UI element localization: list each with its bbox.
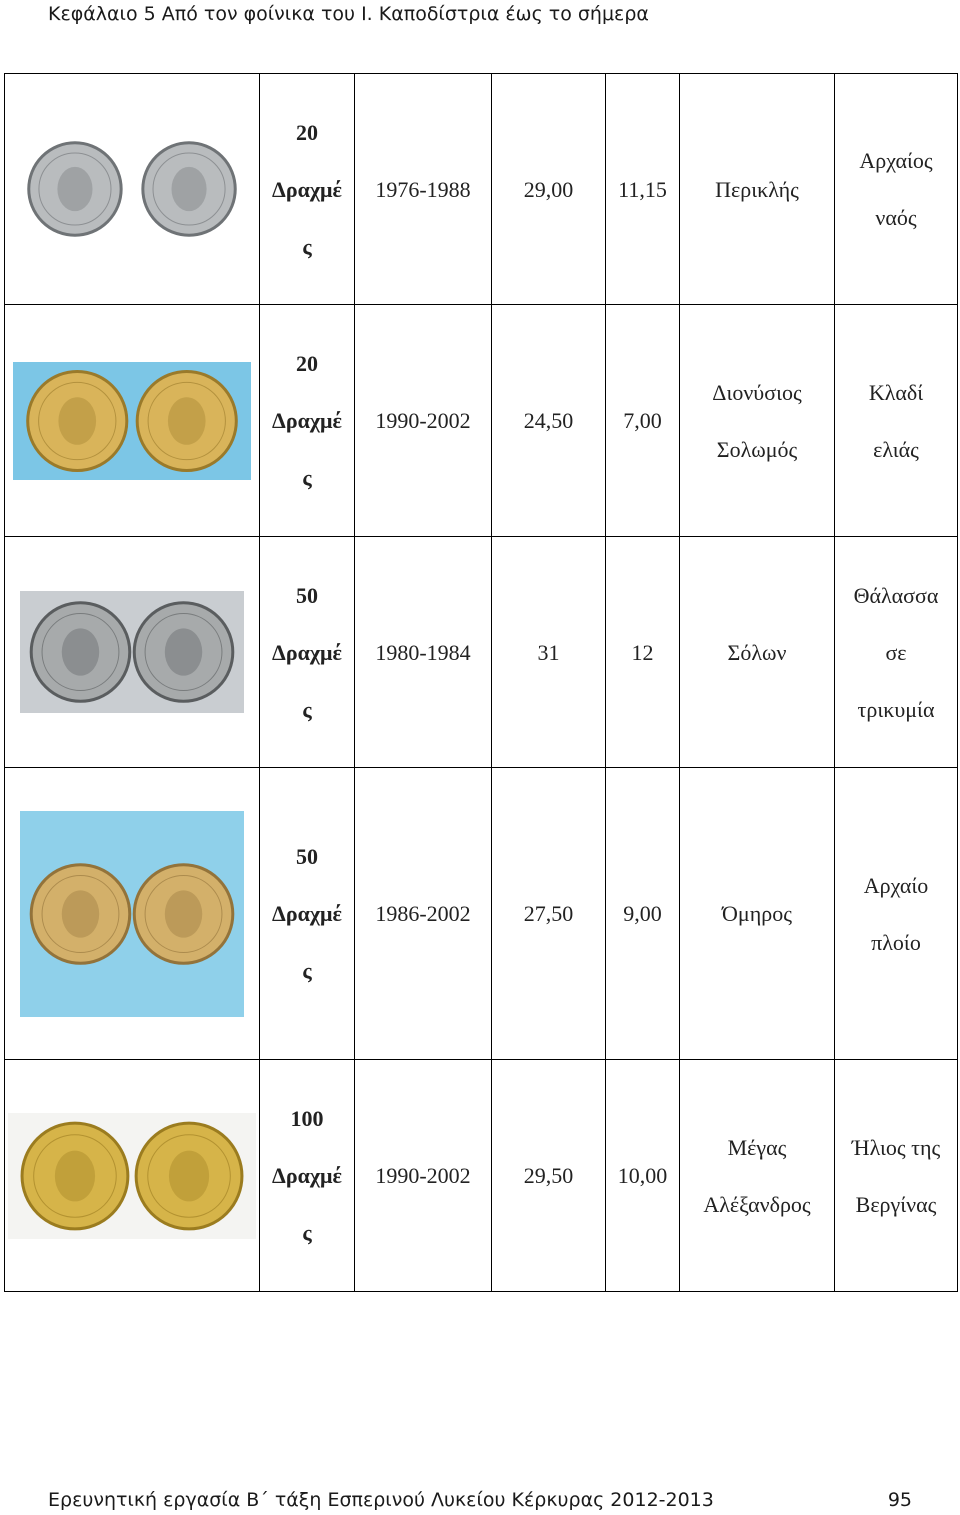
diameter-cell: 12 bbox=[606, 537, 680, 768]
years-cell: 1976-1988 bbox=[355, 74, 492, 305]
weight-cell: 29,00 bbox=[492, 74, 606, 305]
obverse-line: Διονύσιος bbox=[712, 379, 802, 405]
weight-cell: 31 bbox=[492, 537, 606, 768]
reverse-line: Αρχαίος bbox=[859, 148, 933, 173]
denomination-value: 100 bbox=[290, 1106, 324, 1131]
denomination-value: 50 bbox=[296, 582, 318, 608]
denomination-cell bbox=[260, 537, 355, 768]
denomination-value: 50 bbox=[296, 844, 318, 869]
denomination-word-end: ς bbox=[302, 958, 312, 983]
obverse-line: Μέγας bbox=[727, 1134, 787, 1160]
coin-image-cell bbox=[5, 74, 260, 305]
reverse-line: Ήλιος της bbox=[851, 1134, 941, 1160]
denomination-word: Δραχμέ bbox=[272, 176, 342, 202]
reverse-cell bbox=[835, 1060, 958, 1292]
coin-photo-2 bbox=[13, 362, 251, 480]
coin-reverse-image bbox=[134, 603, 233, 702]
coin-image bbox=[13, 362, 251, 480]
denomination-word-end: ς bbox=[302, 233, 312, 259]
obverse-line: Περικλής bbox=[715, 176, 799, 202]
denomination-cell bbox=[260, 74, 355, 305]
table-row bbox=[5, 1060, 958, 1292]
obverse-line: Όμηρος bbox=[722, 901, 792, 926]
footer-text: Ερευνητική εργασία Β΄ τάξη Εσπερινού Λυκείου Κέρκυρας 2012-2013 bbox=[48, 1489, 714, 1511]
years-cell: 1990-2002 bbox=[355, 1060, 492, 1292]
coin-reverse-image bbox=[137, 371, 236, 470]
obverse-cell bbox=[680, 768, 835, 1060]
diameter-cell: 9,00 bbox=[606, 768, 680, 1060]
denomination-value: 20 bbox=[296, 119, 318, 145]
reverse-line: Κλαδί bbox=[868, 379, 924, 405]
reverse-line: πλοίο bbox=[871, 929, 921, 955]
diameter-cell: 11,15 bbox=[606, 74, 680, 305]
reverse-cell bbox=[835, 537, 958, 768]
reverse-cell bbox=[835, 768, 958, 1060]
coin-reverse-image bbox=[143, 143, 235, 235]
denomination-word-end: ς bbox=[302, 1220, 312, 1245]
denomination-value: 20 bbox=[296, 351, 318, 376]
coin-image-cell bbox=[5, 768, 260, 1060]
coin-reverse-image bbox=[136, 1123, 242, 1229]
reverse-line: Αρχαίο bbox=[863, 872, 929, 898]
obverse-cell bbox=[680, 1060, 835, 1292]
denomination-word: Δραχμέ bbox=[272, 1163, 342, 1188]
coin-image bbox=[8, 134, 256, 244]
coin-image-cell bbox=[5, 1060, 260, 1292]
denomination-word-end: ς bbox=[302, 696, 312, 722]
reverse-line: σε bbox=[885, 639, 907, 665]
coin-obverse-image bbox=[31, 603, 130, 702]
reverse-line: ελιάς bbox=[873, 436, 919, 462]
weight-cell: 27,50 bbox=[492, 768, 606, 1060]
denomination-word-end: ς bbox=[302, 465, 312, 490]
reverse-line: Βεργίνας bbox=[855, 1191, 937, 1217]
page-number: 95 bbox=[887, 1489, 912, 1511]
diameter-cell: 7,00 bbox=[606, 305, 680, 537]
denomination-word: Δραχμέ bbox=[272, 901, 342, 926]
obverse-cell bbox=[680, 305, 835, 537]
denomination-cell bbox=[260, 768, 355, 1060]
obverse-line: Σόλων bbox=[727, 639, 787, 665]
weight-cell: 29,50 bbox=[492, 1060, 606, 1292]
table-row bbox=[5, 305, 958, 537]
page-header: Κεφάλαιο 5 Από τον φοίνικα του Ι. Καποδίστρια έως το σήμερα bbox=[48, 3, 649, 25]
obverse-line: Σολωμός bbox=[716, 436, 798, 462]
reverse-line: Θάλασσα bbox=[853, 582, 939, 608]
coin-photo-1 bbox=[8, 134, 256, 244]
coin-image-cell bbox=[5, 305, 260, 537]
coin-obverse-image bbox=[28, 371, 127, 470]
table-row bbox=[5, 537, 958, 768]
years-cell: 1980-1984 bbox=[355, 537, 492, 768]
coin-obverse-image bbox=[29, 143, 121, 235]
coin-image bbox=[20, 811, 244, 1017]
reverse-cell bbox=[835, 305, 958, 537]
coin-photo-3 bbox=[20, 591, 244, 713]
diameter-cell: 10,00 bbox=[606, 1060, 680, 1292]
years-cell: 1986-2002 bbox=[355, 768, 492, 1060]
weight-cell: 24,50 bbox=[492, 305, 606, 537]
years-cell: 1990-2002 bbox=[355, 305, 492, 537]
reverse-line: τρικυμία bbox=[857, 696, 935, 722]
page-footer bbox=[48, 1486, 912, 1514]
coin-photo-5 bbox=[8, 1113, 256, 1239]
denomination-word: Δραχμέ bbox=[272, 639, 342, 665]
coin-photo-4 bbox=[20, 811, 244, 1017]
coin-obverse-image bbox=[22, 1123, 128, 1229]
obverse-cell bbox=[680, 537, 835, 768]
denomination-cell bbox=[260, 1060, 355, 1292]
coins-table bbox=[4, 73, 958, 1292]
denomination-word: Δραχμέ bbox=[272, 408, 342, 433]
table-row bbox=[5, 768, 958, 1060]
obverse-cell bbox=[680, 74, 835, 305]
coin-image-cell bbox=[5, 537, 260, 768]
coin-image bbox=[8, 1113, 256, 1239]
table-row bbox=[5, 74, 958, 305]
denomination-cell bbox=[260, 305, 355, 537]
reverse-cell bbox=[835, 74, 958, 305]
obverse-line: Αλέξανδρος bbox=[703, 1191, 811, 1217]
coin-obverse-image bbox=[31, 864, 130, 963]
coin-reverse-image bbox=[134, 864, 233, 963]
reverse-line: ναός bbox=[875, 205, 917, 230]
coin-image bbox=[20, 591, 244, 713]
